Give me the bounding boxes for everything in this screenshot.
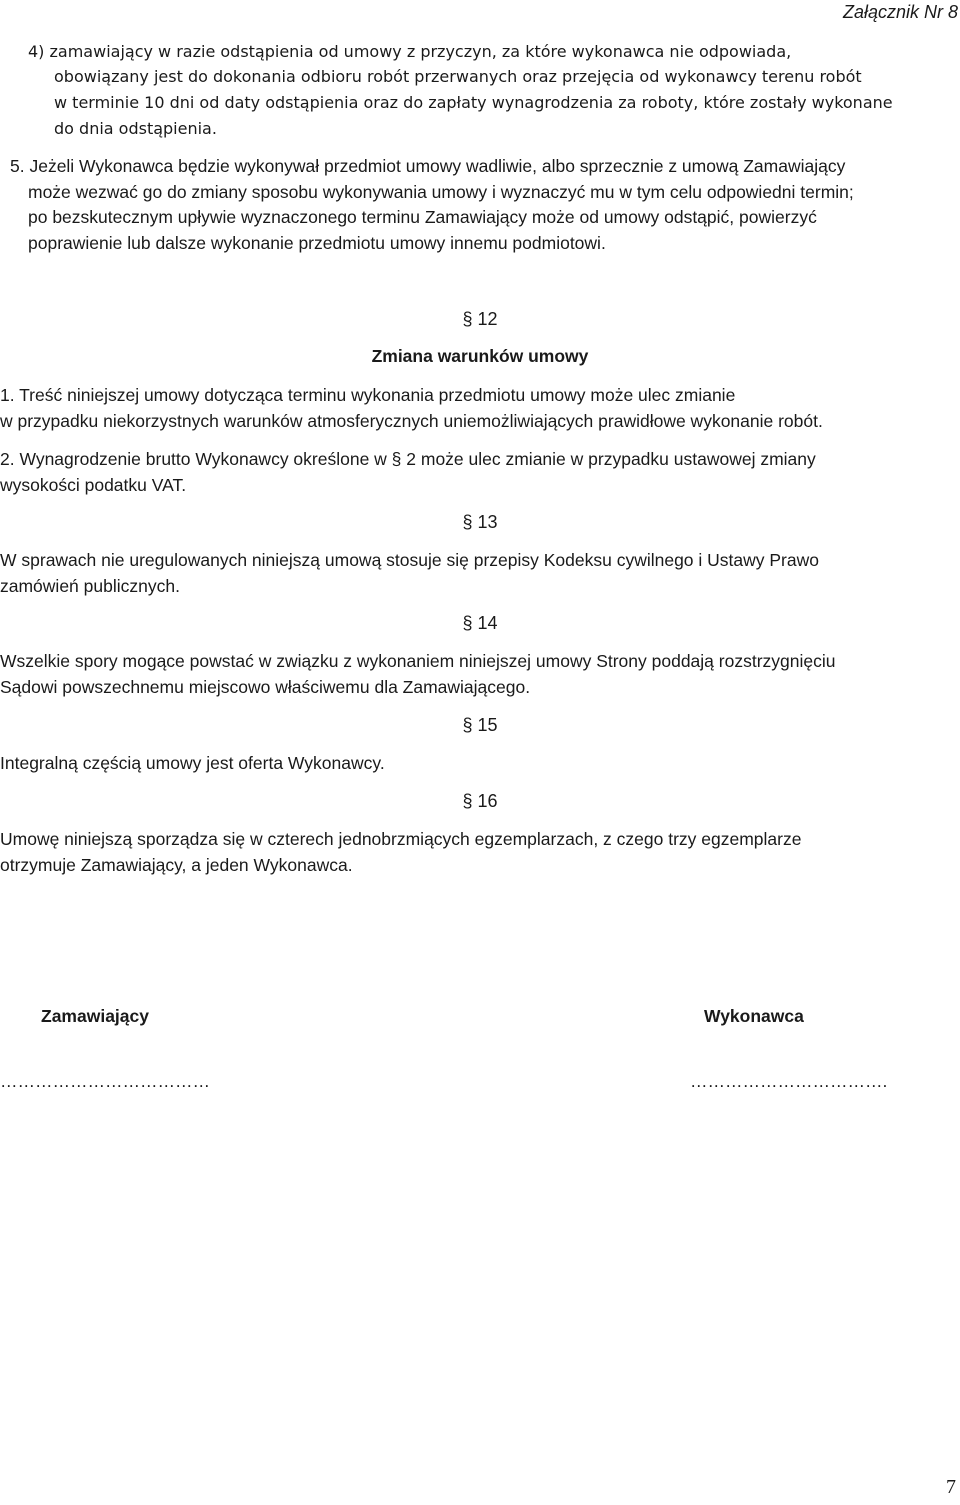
section-12-title: Zmiana warunków umowy — [371, 346, 589, 366]
section-13-line: W sprawach nie uregulowanych niniejszą umową stosuje się przepisy Kodeksu cywilnego i Ustawy Prawo — [0, 550, 819, 570]
section-12-p2-line: wysokości podatku VAT. — [0, 475, 187, 495]
section-16-line: otrzymuje Zamawiający, a jeden Wykonawca. — [0, 855, 353, 875]
item-4-line: obowiązany jest do dokonania odbioru robót przerwanych oraz przejęcia od wykonawcy terenu robót — [54, 67, 862, 86]
item-5-line: poprawienie lub dalsze wykonanie przedmiotu umowy innemu podmiotowi. — [28, 233, 606, 253]
item-4-line: w terminie 10 dni od daty odstąpienia oraz do zapłaty wynagrodzenia za roboty, które zostały wykonane — [54, 93, 893, 112]
section-16-line: Umowę niniejszą sporządza się w czterech jednobrzmiących egzemplarzach, z czego trzy egzemplarze — [0, 829, 802, 849]
section-15-line: Integralną częścią umowy jest oferta Wykonawcy. — [0, 753, 385, 773]
section-13-number: § 13 — [462, 512, 498, 532]
section-14-line: Wszelkie spory mogące powstać w związku z wykonaniem niniejszej umowy Strony poddają rozstrzygnięciu — [0, 651, 836, 671]
section-15-number: § 15 — [462, 715, 498, 735]
item-5-line: po bezskutecznym upływie wyznaczonego terminu Zamawiający może od umowy odstąpić, powierzyć — [28, 207, 817, 227]
signature-label-left: Zamawiający — [41, 1006, 149, 1026]
section-14-line: Sądowi powszechnemu miejscowo właściwemu dla Zamawiającego. — [0, 677, 531, 697]
item-5-line: 5. Jeżeli Wykonawca będzie wykonywał przedmiot umowy wadliwie, albo sprzecznie z umową Zamawiający — [10, 156, 846, 176]
section-12-p1-line: 1. Treść niniejszej umowy dotycząca terminu wykonania przedmiotu umowy może ulec zmianie — [0, 385, 736, 405]
section-16-number: § 16 — [462, 791, 498, 811]
page-number: 7 — [946, 1476, 956, 1498]
section-12-number: § 12 — [462, 309, 498, 329]
item-4-line: 4) zamawiający w razie odstąpienia od umowy z przyczyn, za które wykonawca nie odpowiada, — [28, 42, 792, 61]
item-4-line: do dnia odstąpienia. — [54, 119, 217, 138]
section-13-line: zamówień publicznych. — [0, 576, 180, 596]
signature-label-right: Wykonawca — [704, 1006, 804, 1026]
signature-line-right: ……………………………. — [690, 1071, 888, 1091]
section-14-number: § 14 — [462, 613, 498, 633]
section-12-p2-line: 2. Wynagrodzenie brutto Wykonawcy określone w § 2 może ulec zmianie w przypadku ustawowej zmiany — [0, 449, 816, 469]
annex-label: Załącznik Nr 8 — [842, 2, 958, 22]
signature-line-left: ……………………………… — [0, 1071, 210, 1091]
item-5-line: może wezwać go do zmiany sposobu wykonywania umowy i wyznaczyć mu w tym celu odpowiedni termin; — [28, 182, 854, 202]
section-12-p1-line: w przypadku niekorzystnych warunków atmosferycznych uniemożliwiających prawidłowe wykonanie robót. — [0, 411, 823, 431]
